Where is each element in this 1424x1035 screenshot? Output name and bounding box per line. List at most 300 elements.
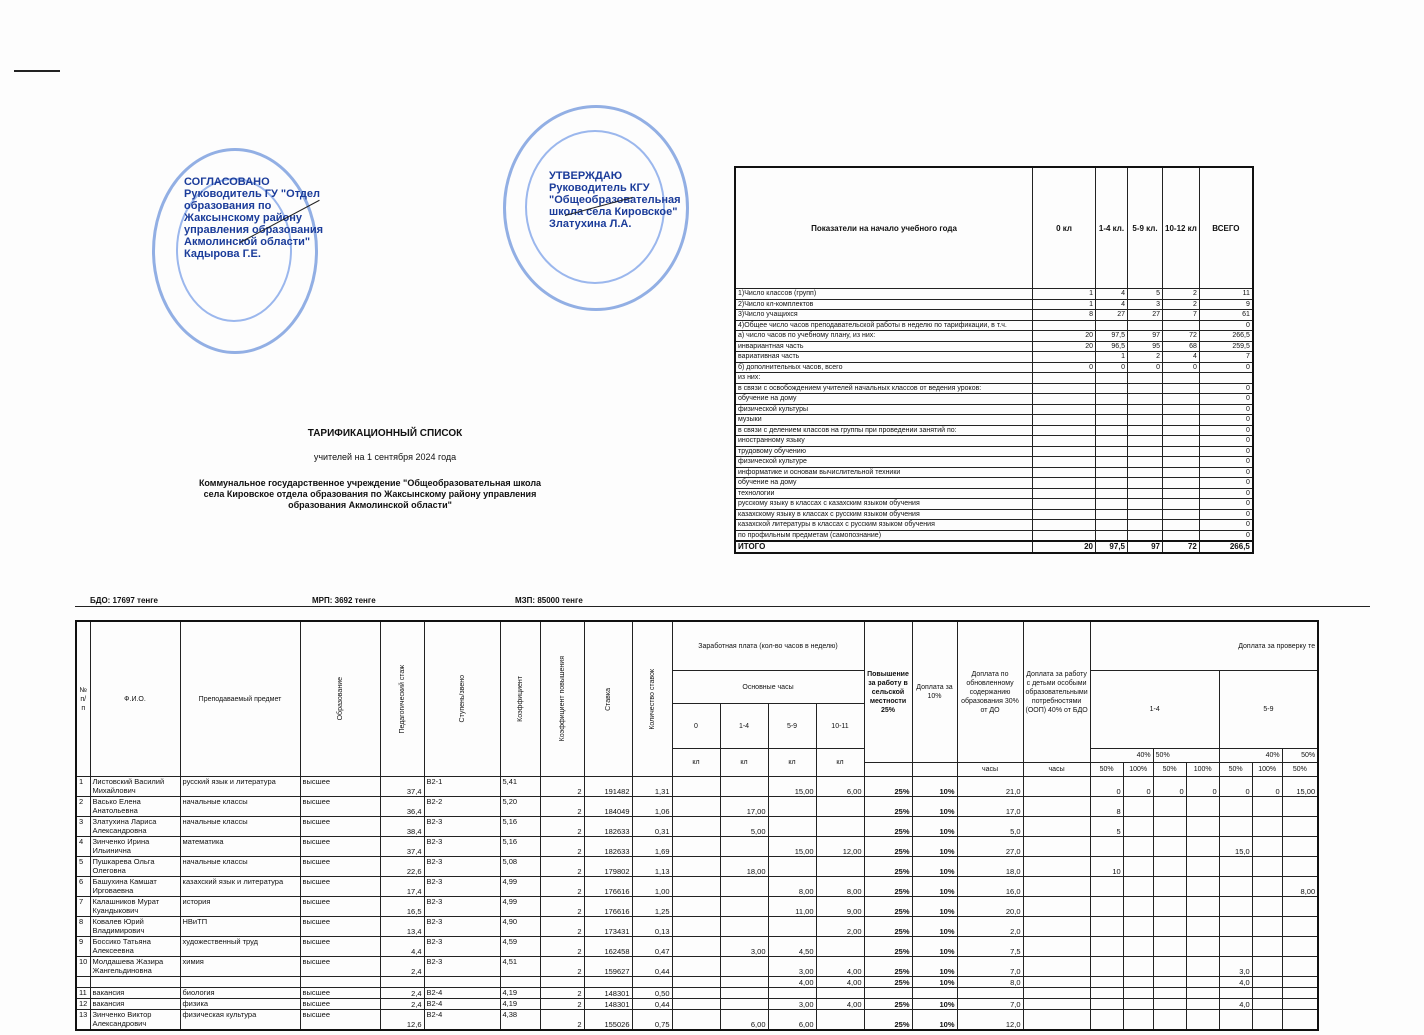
summary-row-value — [1033, 383, 1096, 394]
teacher-row — [76, 897, 1318, 917]
summary-row-value: 11 — [1199, 289, 1253, 300]
cell-ks: 1,69 — [632, 837, 672, 857]
summary-row — [735, 425, 1253, 436]
summary-row — [735, 415, 1253, 426]
cell-n: 9 — [76, 937, 90, 957]
summary-row-label: в связи с освобождением учителей начальных классов от ведения уроков: — [735, 383, 1033, 394]
approval-right-line: "Общеобразовательная — [549, 194, 681, 206]
cell-proverka — [1282, 917, 1318, 937]
cell-h14 — [720, 897, 768, 917]
cell-proverka: 15,00 — [1282, 777, 1318, 797]
bdo-label: БДО: 17697 тенге — [90, 596, 159, 605]
teacher-row — [76, 1010, 1318, 1031]
cell-proverka — [1219, 877, 1252, 897]
cell-proverka — [1123, 797, 1153, 817]
cell-proverka — [1219, 917, 1252, 937]
teacher-row — [76, 957, 1318, 977]
cell-proverka — [1252, 1010, 1282, 1031]
cell-ks: 1,00 — [632, 877, 672, 897]
cell-subj: начальные классы — [180, 857, 300, 877]
summary-row-value: 27 — [1128, 310, 1163, 321]
cell-proverka: 0 — [1090, 777, 1123, 797]
cell-proverka — [1186, 977, 1219, 988]
cell-h0 — [672, 877, 720, 897]
cell-k: 4,59 — [500, 937, 540, 957]
cell-proverka — [1123, 877, 1153, 897]
hdr-pct: 50% — [1282, 749, 1318, 763]
summary-row-value — [1096, 446, 1128, 457]
cell-k: 4,99 — [500, 877, 540, 897]
cell-step: В2-3 — [424, 817, 500, 837]
cell-h14 — [720, 917, 768, 937]
cell-oop — [1023, 917, 1090, 937]
cell-kp: 2 — [540, 897, 584, 917]
cell-n: 12 — [76, 999, 90, 1010]
summary-row-value: 20 — [1033, 331, 1096, 342]
summary-row — [735, 509, 1253, 520]
cell-subj: математика — [180, 837, 300, 857]
cell-kp: 2 — [540, 1010, 584, 1031]
summary-row-value — [1033, 446, 1096, 457]
summary-total-value: 97,5 — [1096, 541, 1128, 553]
summary-row — [735, 373, 1253, 384]
cell-proverka — [1090, 897, 1123, 917]
summary-row-label: информатике и основам вычислительной техники — [735, 467, 1033, 478]
summary-row-value: 0 — [1199, 425, 1253, 436]
cell-proverka — [1252, 957, 1282, 977]
cell-p25: 25% — [864, 937, 912, 957]
cell-proverka — [1252, 937, 1282, 957]
summary-row-value: 0 — [1199, 320, 1253, 331]
cell-proverka — [1219, 937, 1252, 957]
summary-row-label: по профильным предметам (самопознание) — [735, 530, 1033, 541]
summary-row-value — [1128, 436, 1163, 447]
summary-row-label: трудовому обучению — [735, 446, 1033, 457]
summary-header-row — [735, 167, 1253, 289]
summary-row — [735, 404, 1253, 415]
summary-row-value: 0 — [1199, 478, 1253, 489]
cell-stavka: 176616 — [584, 897, 632, 917]
summary-row-value — [1163, 520, 1200, 531]
summary-row-value — [1128, 394, 1163, 405]
cell-proverka: 4,0 — [1219, 999, 1252, 1010]
cell-subj: художественный труд — [180, 937, 300, 957]
cell-st: 22,6 — [380, 857, 424, 877]
summary-row-value: 0 — [1199, 436, 1253, 447]
summary-row-label: а) число часов по учебному плану, из них: — [735, 331, 1033, 342]
cell-fio: Листовский Василий Михайлович — [90, 777, 180, 797]
cell-proverka — [1153, 837, 1186, 857]
summary-row-value: 4 — [1096, 289, 1128, 300]
summary-row-value — [1033, 488, 1096, 499]
summary-row — [735, 488, 1253, 499]
cell-obn: 7,0 — [957, 999, 1023, 1010]
summary-row-label: б) дополнительных часов, всего — [735, 362, 1033, 373]
hdr-stavka — [584, 621, 632, 777]
summary-row-value: 0 — [1199, 362, 1253, 373]
cell-stavka: 148301 — [584, 988, 632, 999]
hdr-koef — [500, 621, 540, 777]
approval-left-line: СОГЛАСОВАНО — [184, 176, 270, 188]
cell-kp: 2 — [540, 817, 584, 837]
cell-stavka: 162458 — [584, 937, 632, 957]
cell-p10: 10% — [912, 857, 957, 877]
summary-row-value — [1033, 425, 1096, 436]
summary-row-value — [1163, 415, 1200, 426]
summary-row-value — [1128, 383, 1163, 394]
summary-row-label: 4)Общее число часов преподавательской работы в неделю по тарификации, в т.ч. — [735, 320, 1033, 331]
cell-proverka — [1153, 977, 1186, 988]
cell-proverka — [1186, 857, 1219, 877]
summary-row-value — [1163, 404, 1200, 415]
cell-subj: начальные классы — [180, 797, 300, 817]
cell-proverka — [1123, 917, 1153, 937]
summary-row — [735, 530, 1253, 541]
cell-h59: 3,00 — [768, 957, 816, 977]
cell-p25: 25% — [864, 837, 912, 857]
cell-proverka — [1252, 877, 1282, 897]
cell-proverka — [1186, 988, 1219, 999]
cell-p10: 10% — [912, 999, 957, 1010]
cell-h59 — [768, 988, 816, 999]
cell-step: В2-2 — [424, 797, 500, 817]
cell-oop — [1023, 857, 1090, 877]
summary-row — [735, 331, 1253, 342]
summary-row-value — [1033, 404, 1096, 415]
hdr-kol-stavok — [632, 621, 672, 777]
cell-p25: 25% — [864, 857, 912, 877]
hdr-proverka: Доплата за проверку те — [1090, 621, 1318, 671]
summary-row-value — [1096, 457, 1128, 468]
summary-row-value — [1033, 373, 1096, 384]
cell-subj: физическая культура — [180, 1010, 300, 1031]
hdr-pct: 50% — [1153, 749, 1219, 763]
cell-proverka — [1219, 897, 1252, 917]
cell-ks: 1,13 — [632, 857, 672, 877]
cell-n: 3 — [76, 817, 90, 837]
cell-h59: 4,00 — [768, 977, 816, 988]
cell-proverka — [1186, 817, 1219, 837]
cell-st: 12,6 — [380, 1010, 424, 1031]
cell-edu: высшее — [300, 957, 380, 977]
cell-st: 36,4 — [380, 797, 424, 817]
hdr-empty — [864, 763, 912, 777]
cell-proverka: 0 — [1252, 777, 1282, 797]
hdr-dopl10: Доплата за 10% — [912, 621, 957, 763]
corner-mark — [14, 70, 60, 72]
summary-row — [735, 320, 1253, 331]
cell-k: 4,51 — [500, 957, 540, 977]
hdr-p59: 5-9 — [1219, 671, 1318, 749]
cell-obn: 2,0 — [957, 917, 1023, 937]
cell-step: В2-4 — [424, 999, 500, 1010]
summary-row-value: 8 — [1033, 310, 1096, 321]
summary-row — [735, 478, 1253, 489]
hdr-step — [424, 621, 500, 777]
summary-row-value — [1096, 499, 1128, 510]
cell-h14 — [720, 877, 768, 897]
cell-edu: высшее — [300, 999, 380, 1010]
cell-k — [500, 977, 540, 988]
summary-row-value — [1096, 436, 1128, 447]
cell-k: 5,16 — [500, 817, 540, 837]
cell-stavka: 173431 — [584, 917, 632, 937]
tariff-table — [75, 620, 1319, 1031]
summary-row-label: 1)Число классов (групп) — [735, 289, 1033, 300]
cell-step: В2-3 — [424, 897, 500, 917]
cell-h59 — [768, 797, 816, 817]
summary-row-value — [1163, 467, 1200, 478]
hdr-p14: 1-4 — [1090, 671, 1219, 749]
summary-total-value: 72 — [1163, 541, 1200, 553]
cell-step — [424, 977, 500, 988]
cell-stavka — [584, 977, 632, 988]
cell-fio: Ковалев Юрий Владимирович — [90, 917, 180, 937]
cell-proverka — [1090, 837, 1123, 857]
summary-row-value — [1033, 436, 1096, 447]
summary-row-value — [1096, 509, 1128, 520]
cell-proverka — [1090, 988, 1123, 999]
summary-row-value: 0 — [1199, 530, 1253, 541]
summary-row-value: 4 — [1096, 299, 1128, 310]
summary-row-value — [1096, 425, 1128, 436]
summary-row-value: 259,5 — [1199, 341, 1253, 352]
cell-h1011: 12,00 — [816, 837, 864, 857]
summary-row — [735, 446, 1253, 457]
summary-row — [735, 457, 1253, 468]
cell-ks: 0,31 — [632, 817, 672, 837]
summary-row-value — [1096, 404, 1128, 415]
summary-row-label: музыки — [735, 415, 1033, 426]
summary-row-value: 0 — [1199, 509, 1253, 520]
hdr-education-text: Образование — [336, 677, 344, 721]
cell-subj: казахский язык и литература — [180, 877, 300, 897]
hdr-zarplata: Заработная плата (кол-во часов в неделю) — [672, 621, 864, 671]
cell-k: 5,08 — [500, 857, 540, 877]
cell-kp: 2 — [540, 877, 584, 897]
summary-row-label: из них: — [735, 373, 1033, 384]
cell-proverka — [1282, 988, 1318, 999]
cell-h14 — [720, 777, 768, 797]
cell-oop — [1023, 1010, 1090, 1031]
cell-h14: 18,00 — [720, 857, 768, 877]
cell-proverka — [1252, 988, 1282, 999]
cell-n: 13 — [76, 1010, 90, 1031]
cell-proverka — [1186, 1010, 1219, 1031]
cell-edu: высшее — [300, 857, 380, 877]
cell-proverka — [1282, 817, 1318, 837]
hdr-sub-pct: 50% — [1153, 763, 1186, 777]
cell-st: 16,5 — [380, 897, 424, 917]
hdr-kl: кл — [768, 749, 816, 777]
cell-n: 2 — [76, 797, 90, 817]
cell-stavka: 176616 — [584, 877, 632, 897]
hdr-sub-pct: 50% — [1282, 763, 1318, 777]
cell-oop — [1023, 957, 1090, 977]
summary-row-label: иностранному языку — [735, 436, 1033, 447]
summary-row-value: 266,5 — [1199, 331, 1253, 342]
cell-oop — [1023, 877, 1090, 897]
cell-kp: 2 — [540, 999, 584, 1010]
cell-proverka — [1252, 817, 1282, 837]
cell-st: 37,4 — [380, 837, 424, 857]
summary-row-value — [1128, 530, 1163, 541]
cell-proverka — [1282, 957, 1318, 977]
cell-h0 — [672, 837, 720, 857]
cell-proverka — [1153, 957, 1186, 977]
cell-fio: Башухина Камшат Ирговаевна — [90, 877, 180, 897]
cell-p25: 25% — [864, 917, 912, 937]
hdr-kol-stavok-text: Количество ставок — [648, 668, 656, 730]
cell-obn: 16,0 — [957, 877, 1023, 897]
cell-h1011 — [816, 817, 864, 837]
summary-header-total: ВСЕГО — [1199, 167, 1253, 289]
cell-p25 — [864, 988, 912, 999]
hdr-kl: кл — [816, 749, 864, 777]
summary-row-value — [1128, 415, 1163, 426]
summary-row-value: 7 — [1199, 352, 1253, 363]
cell-proverka — [1090, 937, 1123, 957]
summary-row — [735, 341, 1253, 352]
cell-p10: 10% — [912, 877, 957, 897]
mzp-label: МЗП: 85000 тенге — [515, 596, 583, 605]
cell-proverka — [1282, 937, 1318, 957]
cell-h14 — [720, 988, 768, 999]
summary-row — [735, 289, 1253, 300]
summary-total-label: ИТОГО — [735, 541, 1033, 553]
cell-h59: 15,00 — [768, 837, 816, 857]
summary-row-label: физической культуры — [735, 404, 1033, 415]
cell-st: 37,4 — [380, 777, 424, 797]
cell-proverka — [1219, 797, 1252, 817]
cell-proverka: 0 — [1219, 777, 1252, 797]
cell-n: 6 — [76, 877, 90, 897]
summary-row-value — [1163, 425, 1200, 436]
summary-row-value: 0 — [1199, 467, 1253, 478]
hdr-sub-pct: 100% — [1123, 763, 1153, 777]
org-name: Коммунальное государственное учреждение "Общеобразовательная школа села Кировское отдела образования по Жаксынскому району управления образования Акмолинской области" — [198, 478, 542, 510]
summary-row — [735, 520, 1253, 531]
doc-subtitle: учителей на 1 сентября 2024 года — [313, 452, 457, 462]
hdr-povysh: Повышение за работу в сельской местности 25% — [864, 621, 912, 763]
cell-proverka: 4,0 — [1219, 977, 1252, 988]
cell-subj: биология — [180, 988, 300, 999]
cell-proverka — [1123, 897, 1153, 917]
cell-proverka — [1153, 877, 1186, 897]
cell-stavka: 155026 — [584, 1010, 632, 1031]
cell-kp: 2 — [540, 988, 584, 999]
cell-kp — [540, 977, 584, 988]
teacher-row — [76, 797, 1318, 817]
summary-row-value — [1033, 320, 1096, 331]
cell-h14: 3,00 — [720, 937, 768, 957]
summary-row-value — [1163, 457, 1200, 468]
cell-proverka — [1153, 1010, 1186, 1031]
summary-row-value — [1163, 383, 1200, 394]
approval-left-line: Кадырова Г.Е. — [184, 248, 261, 260]
cell-proverka — [1153, 857, 1186, 877]
main-header-row-1 — [76, 621, 1318, 671]
cell-proverka — [1153, 999, 1186, 1010]
teacher-row — [76, 937, 1318, 957]
hdr-koef-pov-text: Коэффициент повышения — [558, 656, 566, 742]
cell-h14: 6,00 — [720, 1010, 768, 1031]
summary-row-value — [1128, 373, 1163, 384]
cell-h0 — [672, 957, 720, 977]
cell-h0 — [672, 797, 720, 817]
summary-row-value — [1033, 457, 1096, 468]
cell-p10: 10% — [912, 977, 957, 988]
summary-row — [735, 467, 1253, 478]
summary-header-1012: 10-12 кл — [1163, 167, 1200, 289]
cell-proverka: 0 — [1123, 777, 1153, 797]
summary-row-value: 1 — [1033, 289, 1096, 300]
cell-proverka — [1186, 999, 1219, 1010]
cell-proverka — [1252, 977, 1282, 988]
summary-row-value — [1128, 488, 1163, 499]
hdr-pct: 40% — [1090, 749, 1153, 763]
cell-proverka — [1123, 817, 1153, 837]
cell-oop — [1023, 897, 1090, 917]
summary-row-value — [1096, 383, 1128, 394]
cell-proverka — [1153, 917, 1186, 937]
cell-h1011: 6,00 — [816, 777, 864, 797]
summary-row-value — [1163, 530, 1200, 541]
cell-stavka: 184049 — [584, 797, 632, 817]
summary-row-value — [1096, 415, 1128, 426]
hdr-sub-pct: 100% — [1252, 763, 1282, 777]
hdr-sub-1011: 10-11 — [816, 704, 864, 749]
cell-proverka — [1123, 837, 1153, 857]
cell-k: 4,90 — [500, 917, 540, 937]
cell-edu: высшее — [300, 877, 380, 897]
cell-p25: 25% — [864, 999, 912, 1010]
cell-obn: 12,0 — [957, 1010, 1023, 1031]
cell-stavka: 179802 — [584, 857, 632, 877]
cell-proverka — [1123, 977, 1153, 988]
summary-row-value: 97,5 — [1096, 331, 1128, 342]
cell-p25: 25% — [864, 797, 912, 817]
summary-table — [734, 166, 1254, 554]
cell-kp: 2 — [540, 837, 584, 857]
teacher-row — [76, 857, 1318, 877]
hdr-fio: Ф.И.О. — [90, 621, 180, 777]
summary-row-value — [1128, 520, 1163, 531]
cell-st: 2,4 — [380, 988, 424, 999]
hdr-koef-text: Коэффициент — [516, 676, 524, 722]
summary-header-label: Показатели на начало учебного года — [735, 167, 1033, 289]
cell-step: В2-3 — [424, 837, 500, 857]
cell-h0 — [672, 897, 720, 917]
summary-row-label: обучение на дому — [735, 394, 1033, 405]
cell-h59: 4,50 — [768, 937, 816, 957]
cell-stavka: 182633 — [584, 837, 632, 857]
summary-row-value: 5 — [1128, 289, 1163, 300]
summary-row-label: 2)Число кл-комплектов — [735, 299, 1033, 310]
cell-ks: 0,50 — [632, 988, 672, 999]
summary-row-value: 97 — [1128, 331, 1163, 342]
approval-left-line: управления образования — [184, 224, 324, 236]
cell-h59 — [768, 817, 816, 837]
cell-k: 5,20 — [500, 797, 540, 817]
summary-row-label: казахскому языку в классах с русским языком обучения — [735, 509, 1033, 520]
cell-n: 4 — [76, 837, 90, 857]
summary-row-value: 0 — [1128, 362, 1163, 373]
cell-ks: 1,31 — [632, 777, 672, 797]
cell-subj: начальные классы — [180, 817, 300, 837]
cell-h1011: 9,00 — [816, 897, 864, 917]
summary-header-59: 5-9 кл. — [1128, 167, 1163, 289]
